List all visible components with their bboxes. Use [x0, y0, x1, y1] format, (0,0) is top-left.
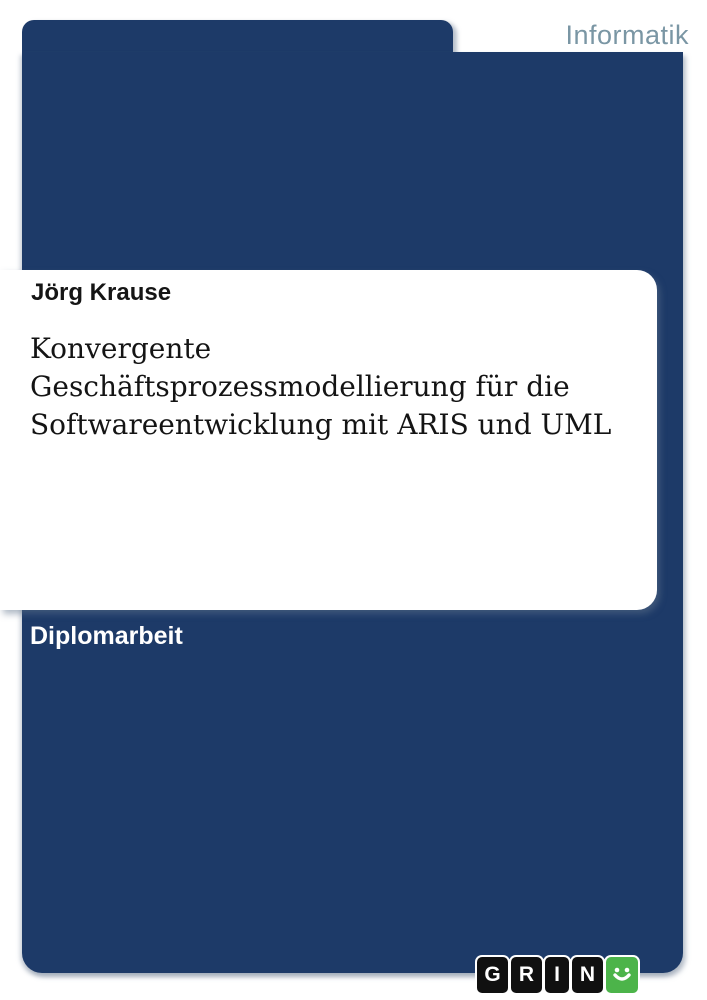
document-type-label: Diplomarbeit — [30, 622, 183, 650]
category-label: Informatik — [565, 20, 689, 50]
title-line-2: Geschäftsprozessmodellierung für die — [30, 370, 570, 403]
author-name: Jörg Krause — [31, 279, 172, 306]
logo-letter-i: I — [545, 957, 569, 993]
logo-letter-r: R — [511, 957, 542, 993]
title-line-3: Softwareentwicklung mit ARIS und UML — [30, 408, 612, 441]
title-line-1: Konvergente — [30, 332, 212, 365]
logo-letter-g: G — [477, 957, 508, 993]
smiley-icon — [606, 957, 638, 993]
title-card — [0, 270, 657, 610]
book-title — [30, 330, 611, 444]
logo-letter-n: N — [572, 957, 603, 993]
grin-logo — [477, 957, 638, 993]
